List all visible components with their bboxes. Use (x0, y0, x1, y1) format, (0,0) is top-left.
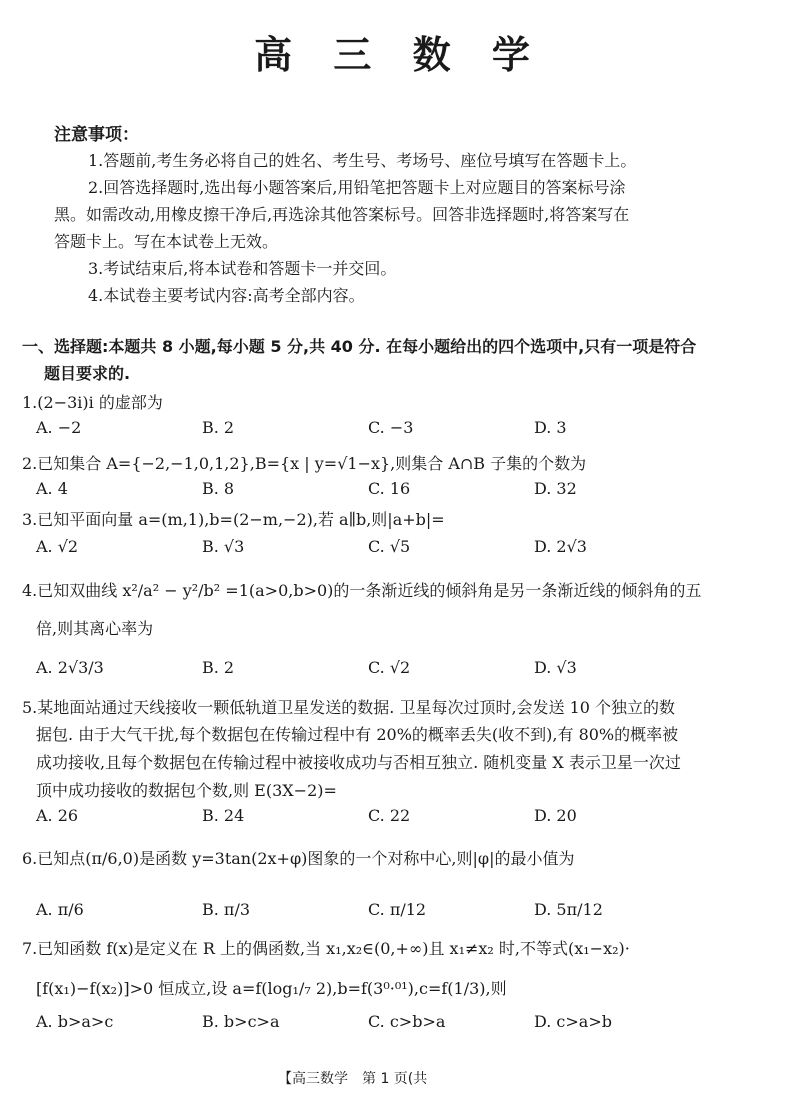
question-3-option-c[interactable]: C. √5 (368, 537, 411, 556)
question-3-option-d[interactable]: D. 2√3 (534, 537, 587, 556)
question-4-option-a[interactable]: A. 2√3/3 (36, 658, 104, 677)
section-1-heading-cont: 题目要求的. (44, 364, 131, 383)
question-7-stem: 7.已知函数 f(x)是定义在 R 上的偶函数,当 x₁,x₂∈(0,+∞)且 x₁≠x₂ 时,不等式(x₁−x₂)· (22, 939, 630, 958)
question-2-options (36, 479, 776, 503)
notice-item-4: 4.本试卷主要考试内容:高考全部内容。 (88, 286, 365, 305)
question-3-option-a[interactable]: A. √2 (36, 537, 79, 556)
question-6-option-d[interactable]: D. 5π/12 (534, 900, 603, 919)
question-7-option-c[interactable]: C. c>b>a (368, 1012, 446, 1031)
notice-heading: 注意事项： (54, 125, 139, 145)
page-title: 高 三 数 学 (254, 33, 544, 77)
question-6-option-a[interactable]: A. π/6 (36, 900, 84, 919)
question-6-options (36, 900, 776, 924)
question-6-option-b[interactable]: B. π/3 (202, 900, 251, 919)
notice-item-2-line-3: 答题卡上。写在本试卷上无效。 (54, 232, 279, 251)
notice-item-1: 1.答题前,考生务必将自己的姓名、考生号、考场号、座位号填写在答题卡上。 (88, 151, 637, 170)
question-3-stem: 3.已知平面向量 a=(m,1),b=(2−m,−2),若 a∥b,则|a+b|= (22, 510, 445, 529)
question-3-options (36, 537, 776, 561)
question-1-options (36, 418, 776, 442)
question-5-stem-line-2: 据包. 由于大气干扰,每个数据包在传输过程中有 20%的概率丢失(收不到),有 80%的概率被 (36, 725, 679, 744)
question-7-stem-cont: [f(x₁)−f(x₂)]>0 恒成立,设 a=f(log₁/₇ 2),b=f(3⁰·⁰¹),c=f(1/3),则 (36, 979, 507, 998)
question-7-option-a[interactable]: A. b>a>c (36, 1012, 114, 1031)
page-footer: 【高三数学 第 1 页(共 (278, 1071, 428, 1087)
question-1-option-d[interactable]: D. 3 (534, 418, 567, 437)
question-7-options (36, 1012, 776, 1036)
question-2-stem: 2.已知集合 A={−2,−1,0,1,2},B={x | y=√1−x},则集合 A∩B 子集的个数为 (22, 454, 587, 473)
question-4-options (36, 658, 776, 682)
question-5-stem: 5.某地面站通过天线接收一颗低轨道卫星发送的数据. 卫星每次过顶时,会发送 10 个独立的数 (22, 698, 676, 717)
question-4-stem-cont: 倍,则其离心率为 (36, 619, 154, 638)
question-5-option-d[interactable]: D. 20 (534, 806, 577, 825)
question-5-option-c[interactable]: C. 22 (368, 806, 411, 825)
section-1-heading: 一、选择题:本题共 8 小题,每小题 5 分,共 40 分. 在每小题给出的四个选项中,只有一项是符合 (22, 337, 697, 356)
question-5-options (36, 806, 776, 830)
question-4-option-c[interactable]: C. √2 (368, 658, 411, 677)
question-1-stem: 1.(2−3i)i 的虚部为 (22, 393, 163, 412)
question-2-option-a[interactable]: A. 4 (36, 479, 68, 498)
question-5-stem-line-3: 成功接收,且每个数据包在传输过程中被接收成功与否相互独立. 随机变量 X 表示卫星一次过 (36, 753, 681, 772)
question-2-option-c[interactable]: C. 16 (368, 479, 411, 498)
notice-item-2-line-1: 2.回答选择题时,选出每小题答案后,用铅笔把答题卡上对应题目的答案标号涂 (88, 178, 626, 197)
question-6-stem: 6.已知点(π/6,0)是函数 y=3tan(2x+φ)图象的一个对称中心,则|φ|的最小值为 (22, 849, 575, 868)
notice-item-3: 3.考试结束后,将本试卷和答题卡一并交回。 (88, 259, 397, 278)
question-4-option-d[interactable]: D. √3 (534, 658, 577, 677)
question-2-option-b[interactable]: B. 8 (202, 479, 235, 498)
question-7-option-b[interactable]: B. b>c>a (202, 1012, 280, 1031)
question-1-option-a[interactable]: A. −2 (36, 418, 82, 437)
question-3-option-b[interactable]: B. √3 (202, 537, 245, 556)
question-4-option-b[interactable]: B. 2 (202, 658, 235, 677)
question-6-option-c[interactable]: C. π/12 (368, 900, 427, 919)
question-5-option-b[interactable]: B. 24 (202, 806, 245, 825)
question-7-option-d[interactable]: D. c>a>b (534, 1012, 612, 1031)
question-5-stem-line-4: 顶中成功接收的数据包个数,则 E(3X−2)= (36, 781, 337, 800)
question-2-option-d[interactable]: D. 32 (534, 479, 577, 498)
question-1-option-b[interactable]: B. 2 (202, 418, 235, 437)
question-1-option-c[interactable]: C. −3 (368, 418, 414, 437)
question-4-stem: 4.已知双曲线 x²/a² − y²/b² =1(a>0,b>0)的一条渐近线的倾斜角是另一条渐近线的倾斜角的五 (22, 581, 702, 600)
question-5-option-a[interactable]: A. 26 (36, 806, 79, 825)
notice-item-2-line-2: 黑。如需改动,用橡皮擦干净后,再选涂其他答案标号。回答非选择题时,将答案写在 (54, 205, 630, 224)
